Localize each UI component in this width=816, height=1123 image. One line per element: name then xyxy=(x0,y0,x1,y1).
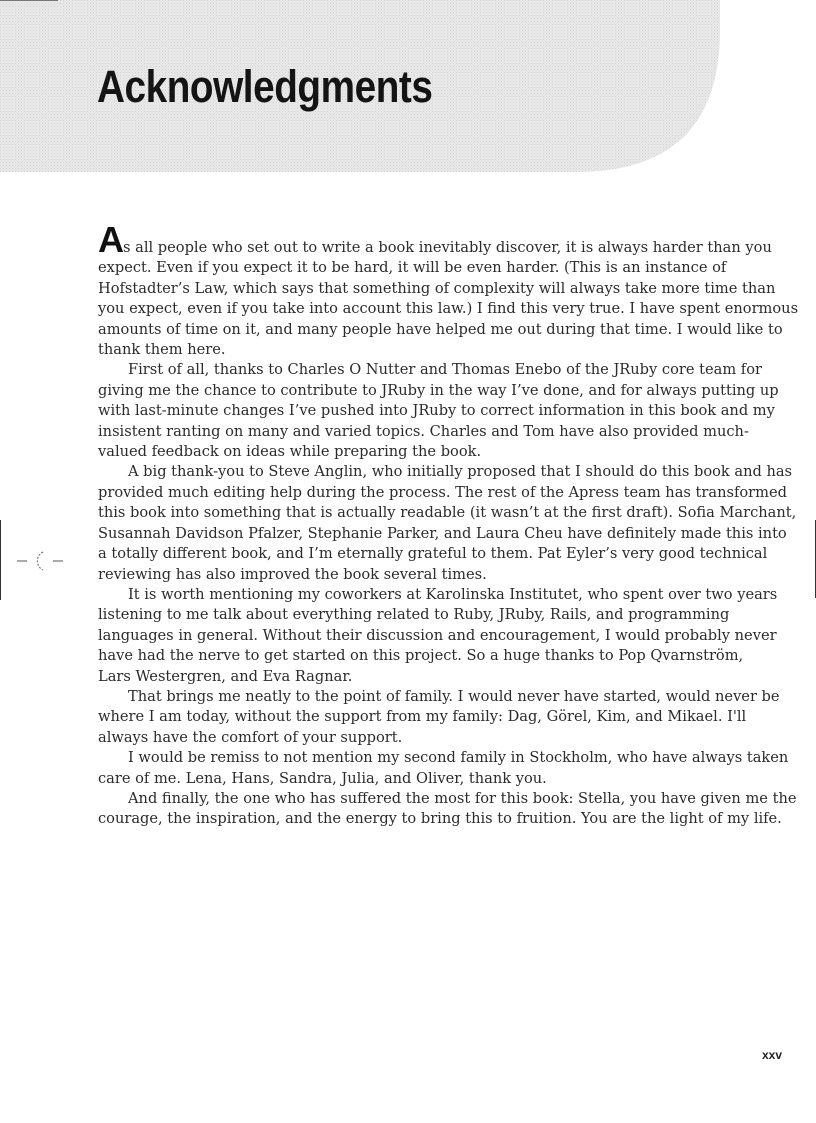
paragraph-line: have had the nerve to get started on this project. So a huge thanks to Pop Qvarnström, xyxy=(98,647,744,665)
paragraph-line xyxy=(98,219,772,260)
paragraph-6 xyxy=(98,748,789,789)
paragraph-2 xyxy=(98,360,779,462)
paragraph-line: you expect, even if you take into account this law.) I find this very true. I have spent enormous xyxy=(98,300,799,318)
first-line-text: s all people who set out to write a book inevitably discover, it is always harder than you xyxy=(123,239,772,256)
registration-mark-icon xyxy=(17,546,63,576)
paragraph-line: Lars Westergren, and Eva Ragnar. xyxy=(98,667,353,685)
paragraph-line: reviewing has also improved the book several times. xyxy=(98,565,487,583)
paragraph-line: courage, the inspiration, and the energy to bring this to fruition. You are the light of my life. xyxy=(98,810,782,828)
paragraph-line: valued feedback on ideas while preparing the book. xyxy=(98,443,482,461)
paragraph-line: care of me. Lena, Hans, Sandra, Julia, and Oliver, thank you. xyxy=(98,769,547,787)
paragraph-line: where I am today, without the support from my family: Dag, Görel, Kim, and Mikael. I'll xyxy=(98,708,747,726)
paragraph-line: giving me the chance to contribute to JRuby in the way I’ve done, and for always putting up xyxy=(98,381,779,399)
paragraph-line: insistent ranting on many and varied topics. Charles and Tom have also provided much- xyxy=(98,422,749,440)
paragraph-line: provided much editing help during the process. The rest of the Apress team has transformed xyxy=(98,483,787,501)
paragraph-7 xyxy=(98,789,797,830)
paragraph-3 xyxy=(98,462,797,584)
paragraph-line: amounts of time on it, and many people have helped me out during that time. I would like to xyxy=(98,320,783,338)
paragraph-line: I would be remiss to not mention my second family in Stockholm, who have always taken xyxy=(128,749,789,767)
paragraph-line: And finally, the one who has suffered the most for this book: Stella, you have given me the xyxy=(128,789,797,807)
paragraph-4 xyxy=(98,585,778,687)
page-number: xxv xyxy=(761,1048,782,1062)
paragraph-line: Susannah Davidson Pfalzer, Stephanie Parker, and Laura Cheu have definitely made this into xyxy=(98,524,787,542)
paragraph-line: listening to me talk about everything related to Ruby, JRuby, Rails, and programming xyxy=(98,606,730,624)
paragraph-line: languages in general. Without their discussion and encouragement, I would probably never xyxy=(98,626,777,644)
paragraph-5 xyxy=(98,687,780,748)
paragraph-line: A big thank-you to Steve Anglin, who initially proposed that I should do this book and has xyxy=(128,463,793,481)
paragraph-line: expect. Even if you expect it to be hard, it will be even harder. (This is an instance of xyxy=(98,259,727,277)
paragraph-line: Hofstadter’s Law, which says that something of complexity will always take more time than xyxy=(98,279,776,297)
paragraph-line: with last-minute changes I’ve pushed into JRuby to correct information in this book and my xyxy=(98,402,775,420)
paragraph-1 xyxy=(98,219,799,360)
paragraph-line: First of all, thanks to Charles O Nutter and Thomas Enebo of the JRuby core team for xyxy=(128,361,762,379)
paragraph-line: thank them here. xyxy=(98,341,226,359)
body-text xyxy=(98,219,799,830)
left-margin-line xyxy=(0,520,1,600)
paragraph-line: a totally different book, and I’m eternally grateful to them. Pat Eyler’s very good technical xyxy=(98,545,768,563)
paragraph-line: That brings me neatly to the point of family. I would never have started, would never be xyxy=(128,687,780,705)
chapter-title: Acknowledgments xyxy=(97,61,433,112)
top-rule xyxy=(0,0,58,1)
paragraph-line: It is worth mentioning my coworkers at Karolinska Institutet, who spent over two years xyxy=(128,585,778,603)
paragraph-line: always have the comfort of your support. xyxy=(98,728,403,746)
drop-cap: A xyxy=(98,219,123,260)
paragraph-line: this book into something that is actually readable (it wasn’t at the first draft). Sofia Marchant, xyxy=(98,504,797,522)
